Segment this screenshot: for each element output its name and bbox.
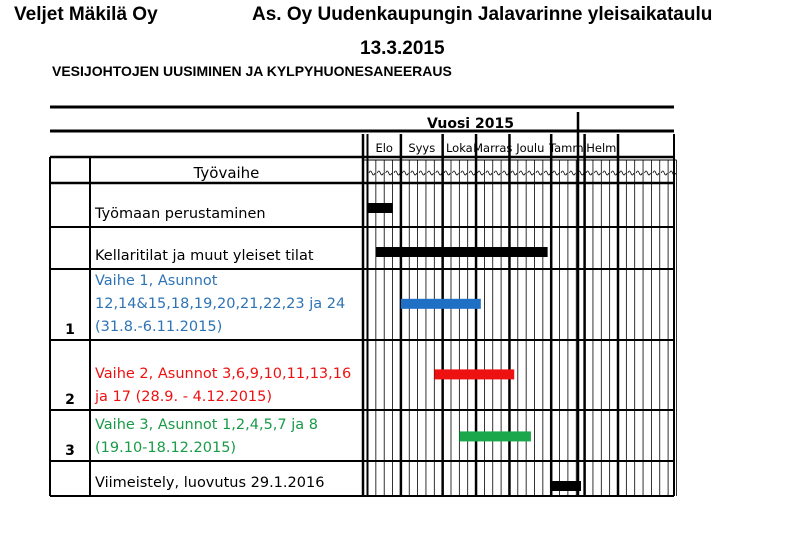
week-number-mark [536,171,542,175]
task-bar [376,247,548,257]
month-label: Elo [375,141,393,155]
week-number-mark [569,171,575,175]
week-number-mark [444,171,450,175]
task-bar [401,299,481,309]
task-label: 12,14&15,18,19,20,21,22,23 ja 24 [95,296,346,312]
task-bar [434,369,514,379]
week-number-mark [503,171,509,175]
week-number-mark [561,171,567,175]
week-number-mark [528,171,534,175]
week-number-mark [394,171,400,175]
week-number-mark [636,171,642,175]
task-number: 2 [65,392,75,408]
month-label: Loka [445,141,473,155]
year-label: Vuosi 2015 [427,116,514,132]
week-number-mark [427,171,433,175]
company-name: Veljet Mäkilä Oy [14,4,158,25]
month-label: Helm [586,141,617,155]
week-number-mark [469,171,475,175]
week-number-mark [519,171,525,175]
week-number-mark [478,171,484,175]
week-number-mark [411,171,417,175]
week-number-mark [386,171,392,175]
week-number-mark [628,171,634,175]
month-label: Syys [408,141,436,155]
task-label: ja 17 (28.9. - 4.12.2015) [95,389,273,405]
project-subtitle: VESIJOHTOJEN UUSIMINEN JA KYLPYHUONESANEERAUS [52,63,452,79]
week-number-mark [603,171,609,175]
week-number-mark [611,171,617,175]
task-label: Työmaan perustaminen [95,206,266,222]
week-number-mark [544,171,550,175]
week-number-mark [586,171,592,175]
week-number-mark [620,171,626,175]
month-label: Joulu [516,141,545,155]
task-bar [551,481,581,491]
week-number-mark [419,171,425,175]
week-number-mark [594,171,600,175]
week-number-mark [653,171,659,175]
task-label: Vaihe 2, Asunnot 3,6,9,10,11,13,16 [95,366,352,382]
task-label: Vaihe 1, Asunnot [95,273,218,289]
week-number-mark [661,171,667,175]
week-number-mark [553,171,559,175]
column-header-tyovaihe: Työvaihe [193,164,260,182]
schedule-date: 13.3.2015 [360,38,445,59]
task-number: 1 [65,322,75,338]
week-number-mark [436,171,442,175]
task-label: (19.10-18.12.2015) [95,440,237,456]
week-number-mark [645,171,651,175]
month-label: Tammi [549,141,587,155]
task-bar [368,203,393,213]
week-number-mark [369,171,375,175]
week-number-mark [402,171,408,175]
week-number-mark [453,171,459,175]
task-number: 3 [65,443,75,459]
task-bar [459,431,531,441]
week-number-mark [377,171,383,175]
week-number-mark [511,171,517,175]
week-number-mark [461,171,467,175]
week-number-mark [494,171,500,175]
task-label: Kellaritilat ja muut yleiset tilat [95,248,314,264]
task-label: Viimeistely, luovutus 29.1.2016 [95,475,325,491]
schedule-title: As. Oy Uudenkaupungin Jalavarinne yleisaikataulu [252,4,713,25]
task-label: (31.8.-6.11.2015) [95,319,223,335]
week-number-mark [486,171,492,175]
month-label: Marras [473,141,513,155]
task-label: Vaihe 3, Asunnot 1,2,4,5,7 ja 8 [95,417,319,433]
